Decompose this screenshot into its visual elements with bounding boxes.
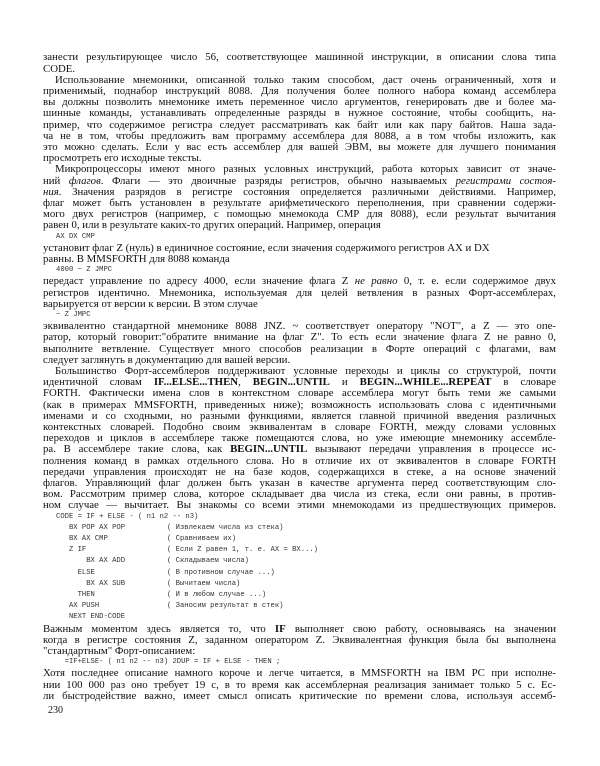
bold-keyword: BEGIN...WHILE...REPEAT bbox=[359, 377, 492, 389]
italic-term: ния bbox=[43, 186, 59, 198]
text-line: установит флаг Z (нуль) в единичное состояние, если значения содержимого регистров AX и DX bbox=[43, 242, 490, 254]
text-segment: . Значения разрядов в регистре состояния определяется различными действиями. Например, bbox=[58, 186, 556, 198]
text-segment: в словаре bbox=[491, 377, 556, 389]
text-line: эквивалентно стандартной мнемонике 8088 JNZ. ~ соответствует оператору "NOT", а Z — это опе- bbox=[43, 321, 556, 333]
text-line bbox=[43, 444, 556, 455]
code-line: THEN bbox=[56, 591, 95, 599]
text-line: "стандартным" Форт-описанием: bbox=[43, 646, 196, 657]
text-line: когда в регистре состояния Z, заданном оператором Z. Эквивалентная функция была бы выполнена bbox=[43, 634, 556, 646]
text-line: нии 100 000 раз оно требует 19 с, в то время как ассемблерная реализация занимает только 5 с. Ес- bbox=[43, 679, 556, 691]
text-segment: вызывают передачи управления в процессе ис- bbox=[307, 444, 556, 456]
text-segment: идентичной словам bbox=[43, 377, 154, 389]
text-line: Микропроцессоры имеют много разных условных инструкций, работа которых зависит от значе- bbox=[55, 164, 556, 176]
text-line: флагов. Управляющий флаг должен быть указан в качестве аргумента перед соответствующим сло- bbox=[43, 478, 556, 489]
code-comment: ( Сравниваем их) bbox=[167, 535, 237, 543]
code-line: ~ Z JMPC bbox=[56, 311, 91, 319]
code-comment: ( Складываем числа) bbox=[167, 557, 249, 566]
bold-keyword: IF bbox=[274, 623, 286, 635]
text-line: мого двух регистров (например, с помощью мнемокода CMP для 8088), если результат вычитания bbox=[43, 209, 556, 221]
text-line: FORTH. Фактически имена слов в контекстном словаре ассемблера могут быть теми же самыми bbox=[43, 388, 556, 400]
text-line bbox=[43, 176, 556, 187]
text-line: ном случае — вычитает. Вы знакомы со всеми этими мнемокодами из предшествующих примеров. bbox=[43, 500, 556, 512]
code-line: BX AX CMP bbox=[56, 535, 108, 543]
code-line: BX AX SUB bbox=[56, 579, 126, 588]
text-line: просмотреть его исходные тексты. bbox=[43, 153, 202, 165]
text-segment: . Флаги — это двоичные разряды регистров, обычно называемых bbox=[100, 175, 456, 187]
code-comment: ( Вычитаем числа) bbox=[167, 579, 241, 588]
text-line: вы должны позволить мнемонике иметь переменное число аргументов, генерировать две и более ма- bbox=[43, 97, 556, 109]
text-segment: выполняет свою работу, основываясь на значении bbox=[285, 623, 556, 635]
code-line: CODE = IF + ELSE - ( n1 n2 -- n3) bbox=[56, 512, 199, 521]
text-segment: ра. В ассемблере такие слова, как bbox=[43, 444, 231, 456]
text-line: следует заглянуть в документацию для вашей версии. bbox=[43, 354, 291, 366]
text-segment: передаст управление по адресу 4000, если значение флага Z bbox=[43, 276, 355, 288]
code-comment: ( И в любом случае ...) bbox=[167, 591, 267, 599]
text-line: (как в примерах MMSFORTH, приведенных ниже); возможность использовать слова с идентичными bbox=[43, 399, 556, 411]
text-line: флаг может быть установлен в результате арифметического переполнения, при сравнении содержи- bbox=[43, 198, 556, 209]
text-line: Большинство Форт-ассемблеров поддерживают условные переходы и циклы со структурой, почти bbox=[55, 366, 556, 377]
text-line: контекстных словарей. Подобно своим эквивалентам в словаре FORTH, между словами условных bbox=[43, 422, 556, 433]
text-line: регистров идентично. Мнемоника, используемая для целей ветвления в разных Форт-ассемблерах, bbox=[43, 287, 556, 299]
page-number: 230 bbox=[48, 705, 63, 716]
text-line: CODE. bbox=[43, 63, 76, 75]
text-segment: Важным моментом здесь является то, что bbox=[43, 623, 275, 635]
text-segment: ний bbox=[43, 175, 69, 187]
code-line: ELSE bbox=[56, 568, 95, 577]
text-line bbox=[43, 276, 556, 287]
bold-keyword: BEGIN...UNTIL bbox=[230, 444, 308, 456]
text-line bbox=[43, 624, 556, 635]
text-segment: , bbox=[238, 377, 253, 389]
bold-keyword: IF...ELSE...THEN bbox=[153, 377, 239, 389]
text-line: занести результирующее число 56, соответствующее машинной инструкции, в описании слова типа bbox=[43, 52, 556, 64]
code-line: AX PUSH bbox=[56, 602, 100, 611]
text-segment: и bbox=[329, 377, 360, 389]
text-line: Использование мнемоники, описанной только таким способом, даст очень ограниченный, хотя и bbox=[55, 74, 556, 86]
text-line: ли быстродействие важно, имеет смысл описать критические по времени слова, используя ассемб- bbox=[43, 690, 556, 702]
text-line: ратор, который говорит:"обратите внимание на флаг Z". То есть если значение флага Z не равно 0, bbox=[43, 332, 556, 344]
italic-term: не равно bbox=[354, 276, 398, 288]
text-line bbox=[43, 377, 556, 388]
text-line: это можно сделать. Если у вас есть ассемблер для вашей ЭВМ, вы можете для лучшего понимания bbox=[43, 142, 556, 153]
code-comment: ( Извлекаем числа из стека) bbox=[167, 523, 284, 532]
code-comment: ( В противном случае ...) bbox=[167, 568, 275, 577]
code-line: 4000 ~ Z JMPC bbox=[56, 266, 113, 275]
bold-keyword: BEGIN...UNTIL bbox=[252, 377, 330, 389]
italic-term: флагов bbox=[68, 175, 101, 187]
text-line: полнения команд в рамках отдельного слова. Но в отличие их от эквивалентов в словаре FORTH bbox=[43, 455, 556, 467]
text-line: переходов и циклов в ассемблере также помещаются слова, но уже имеющие мнемонику ассембле- bbox=[43, 433, 556, 445]
code-comment: ( Если Z равен 1, т. е. AX = BX...) bbox=[167, 546, 318, 555]
code-line: AX DX CMP bbox=[56, 232, 95, 241]
italic-term: регистрами состоя- bbox=[455, 175, 556, 187]
code-line: BX AX ADD bbox=[56, 557, 126, 566]
text-line: равны. В MMSFORTH для 8088 команда bbox=[43, 254, 230, 265]
text-line: именами и со сходными, но разными функциями, является главной причиной введения различных bbox=[43, 410, 556, 422]
text-line: применимый, поднабор инструкций 8088. Для получения более полного набора команд ассемблера bbox=[43, 86, 556, 97]
code-line: =IF+ELSE- ( n1 n2 -- n3) 2DUP = IF + ELSE - THEN ; bbox=[56, 658, 281, 667]
text-line: передачи управления происходят не на базе кодов, содержащихся в стеке, а на основе значений bbox=[43, 466, 556, 478]
text-line: варьируется от версии к версии. В этом случае bbox=[43, 298, 258, 310]
text-line: ча не в том, чтобы предложить вам программу ассемблера для 8088, а в том чтобы изложить, как bbox=[43, 130, 556, 142]
text-segment: 0, т. е. если содержимое двух bbox=[397, 276, 556, 288]
code-line: NEXT END-CODE bbox=[56, 613, 126, 622]
text-line: вом. Рассмотрим пример слова, которое складывает два числа из стека, если они равны, в против- bbox=[43, 489, 556, 501]
code-line: BX POP AX POP bbox=[56, 523, 126, 532]
text-line: равен 0, или в результате каких-то других операций. Например, операция bbox=[43, 220, 381, 232]
text-line bbox=[43, 187, 556, 198]
text-line: Хотя последнее описание намного короче и легче читается, в MMSFORTH на IBM PC при исполне- bbox=[43, 668, 556, 680]
text-line: шинные команды, устанавливать определенные разряды в нужное состояние, чтобы сообщить, на- bbox=[43, 108, 556, 120]
text-line: выполните ветвление. Существует много способов реализации в Форте операций с флагами, вам bbox=[43, 343, 556, 355]
text-line: пример, что содержимое регистра следует рассматривать как байт или как пару байтов. Наша зада- bbox=[43, 119, 556, 131]
code-line: Z IF bbox=[56, 546, 87, 555]
code-comment: ( Заносим результат в стек) bbox=[167, 602, 284, 611]
